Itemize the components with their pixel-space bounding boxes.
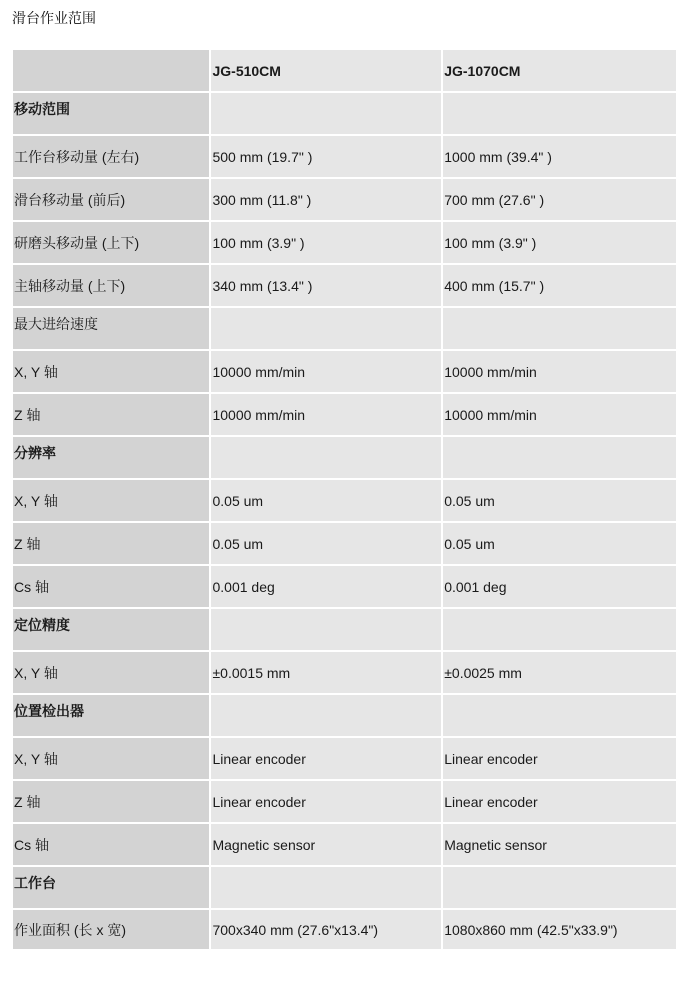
value-cell-model-2: 1000 mm (39.4" ) <box>443 136 676 177</box>
value-cell-model-2: ±0.0025 mm <box>443 652 676 693</box>
value-cell-model-1: 500 mm (19.7" ) <box>211 136 441 177</box>
row-label: 研磨头移动量 (上下) <box>13 222 209 263</box>
row-label: Cs 轴 <box>13 824 209 865</box>
value-cell-model-2: 1080x860 mm (42.5"x33.9") <box>443 910 676 949</box>
section-label: 移动范围 <box>13 93 209 134</box>
value-cell-model-2: 10000 mm/min <box>443 394 676 435</box>
value-cell-model-2 <box>443 308 676 349</box>
value-cell-model-2 <box>443 695 676 736</box>
value-cell-model-2 <box>443 609 676 650</box>
section-row <box>13 609 676 650</box>
table-row <box>13 179 676 220</box>
value-cell-model-2 <box>443 867 676 908</box>
value-cell-model-1: 10000 mm/min <box>211 351 441 392</box>
value-cell-model-1: 0.05 um <box>211 523 441 564</box>
value-cell-model-2: 0.05 um <box>443 523 676 564</box>
value-cell-model-1: 340 mm (13.4" ) <box>211 265 441 306</box>
value-cell-model-1: 100 mm (3.9" ) <box>211 222 441 263</box>
header-cell-model-1: JG-510CM <box>211 50 441 91</box>
section-row <box>13 867 676 908</box>
row-label: Z 轴 <box>13 394 209 435</box>
value-cell-model-1 <box>211 93 441 134</box>
row-label: 作业面积 (长 x 宽) <box>13 910 209 949</box>
table-row <box>13 523 676 564</box>
value-cell-model-1: 700x340 mm (27.6"x13.4") <box>211 910 441 949</box>
table-row <box>13 394 676 435</box>
table-row <box>13 910 676 949</box>
section-label: 定位精度 <box>13 609 209 650</box>
table-header-row <box>13 50 676 91</box>
table-row <box>13 222 676 263</box>
value-cell-model-1: 0.001 deg <box>211 566 441 607</box>
value-cell-model-1: Linear encoder <box>211 738 441 779</box>
value-cell-model-2: 10000 mm/min <box>443 351 676 392</box>
section-label: 分辨率 <box>13 437 209 478</box>
table-row <box>13 566 676 607</box>
page-title: 滑台作业范围 <box>12 10 96 26</box>
value-cell-model-1 <box>211 695 441 736</box>
row-label: X, Y 轴 <box>13 652 209 693</box>
section-row <box>13 308 676 349</box>
row-label: X, Y 轴 <box>13 738 209 779</box>
value-cell-model-2: 0.05 um <box>443 480 676 521</box>
row-label: X, Y 轴 <box>13 351 209 392</box>
header-cell-model-2: JG-1070CM <box>443 50 676 91</box>
row-label: Z 轴 <box>13 523 209 564</box>
value-cell-model-2: 100 mm (3.9" ) <box>443 222 676 263</box>
table-row <box>13 351 676 392</box>
value-cell-model-2 <box>443 437 676 478</box>
row-label: Cs 轴 <box>13 566 209 607</box>
table-row <box>13 738 676 779</box>
value-cell-model-2: 400 mm (15.7" ) <box>443 265 676 306</box>
section-label: 最大进给速度 <box>13 308 209 349</box>
value-cell-model-1: Linear encoder <box>211 781 441 822</box>
value-cell-model-1: 10000 mm/min <box>211 394 441 435</box>
header-cell-label <box>13 50 209 91</box>
section-row <box>13 695 676 736</box>
row-label: 主轴移动量 (上下) <box>13 265 209 306</box>
section-label: 位置检出器 <box>13 695 209 736</box>
table-row <box>13 652 676 693</box>
value-cell-model-2: Linear encoder <box>443 738 676 779</box>
table-row <box>13 480 676 521</box>
row-label: X, Y 轴 <box>13 480 209 521</box>
value-cell-model-1: Magnetic sensor <box>211 824 441 865</box>
table-row <box>13 265 676 306</box>
value-cell-model-2: 0.001 deg <box>443 566 676 607</box>
value-cell-model-2 <box>443 93 676 134</box>
value-cell-model-2: 700 mm (27.6" ) <box>443 179 676 220</box>
value-cell-model-1: ±0.0015 mm <box>211 652 441 693</box>
value-cell-model-1 <box>211 437 441 478</box>
row-label: 滑台移动量 (前后) <box>13 179 209 220</box>
value-cell-model-1 <box>211 609 441 650</box>
value-cell-model-2: Linear encoder <box>443 781 676 822</box>
row-label: 工作台移动量 (左右) <box>13 136 209 177</box>
value-cell-model-1 <box>211 308 441 349</box>
value-cell-model-1: 300 mm (11.8" ) <box>211 179 441 220</box>
table-row <box>13 781 676 822</box>
section-row <box>13 437 676 478</box>
table-row <box>13 824 676 865</box>
value-cell-model-1: 0.05 um <box>211 480 441 521</box>
value-cell-model-2: Magnetic sensor <box>443 824 676 865</box>
spec-table <box>11 48 678 951</box>
table-row <box>13 136 676 177</box>
section-label: 工作台 <box>13 867 209 908</box>
value-cell-model-1 <box>211 867 441 908</box>
section-row <box>13 93 676 134</box>
row-label: Z 轴 <box>13 781 209 822</box>
